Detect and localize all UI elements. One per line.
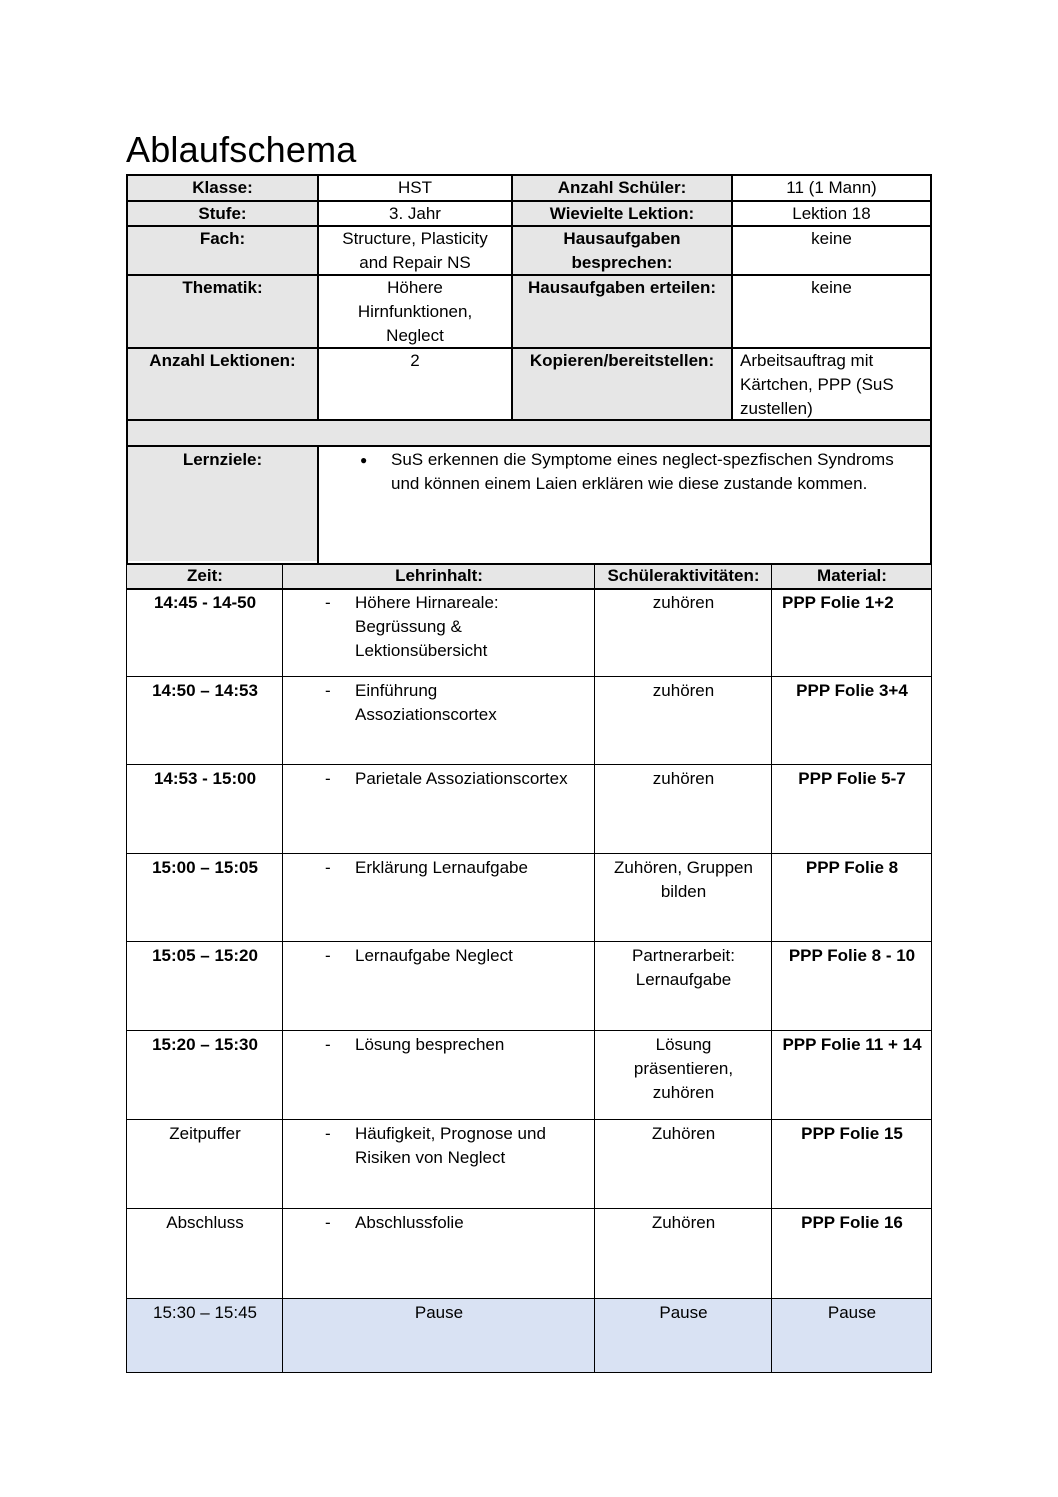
table-row-zeit: 14:50 – 14:53 [152,681,258,700]
table-row-zeit: 14:53 - 15:00 [153,769,257,788]
table-row-material: PPP Folie 8 [805,858,899,877]
table-row-material: PPP Folie 1+2 [782,593,894,612]
kopieren-label: Kopieren/bereitstellen: [529,351,715,370]
stufe-label: Stufe: [198,204,247,223]
pause-row-aktivitaet: Pause [659,1303,708,1322]
ha-erteilen-value: keine [811,278,852,297]
dash-marker: - [325,946,331,965]
col-lehrinhalt-header: Lehrinhalt: [395,566,483,585]
ha-besprechen-value: keine [811,229,852,248]
dash-marker: - [325,769,331,788]
thematik-value: Höhere Hirnfunktionen, Neglect [357,278,473,345]
ha-besprechen-label: Hausaufgaben besprechen: [563,229,681,272]
dash-marker: - [325,593,331,612]
table-row-inhalt: Erklärung Lernaufgabe [355,858,528,877]
table-row-material: PPP Folie 11 + 14 [782,1035,922,1054]
table-row-aktivitaet: zuhören [652,593,715,612]
col-zeit-header: Zeit: [187,566,223,585]
table-row-aktivitaet: Zuhören, Gruppen bilden [614,858,753,901]
stufe-value: 3. Jahr [389,204,441,223]
table-row-aktivitaet: Partnerarbeit: Lernaufgabe [632,946,735,989]
table-row-material: PPP Folie 15 [801,1124,903,1143]
dash-marker: - [325,1035,331,1054]
col-material-header: Material: [817,566,887,585]
table-row-inhalt: Einführung Assoziationscortex [355,681,497,724]
table-row-zeit: 15:00 – 15:05 [152,858,258,877]
bullet-icon: ● [360,453,368,467]
table-row-aktivitaet: zuhören [652,769,715,788]
page-title: Ablaufschema [126,129,357,170]
ha-erteilen-label: Hausaufgaben erteilen: [528,278,716,297]
table-row-material: PPP Folie 8 - 10 [788,946,916,965]
pause-row-zeit: 15:30 – 15:45 [153,1303,257,1322]
table-row-inhalt: Häufigkeit, Prognose und Risiken von Neglect [355,1124,546,1167]
klasse-value: HST [398,178,432,197]
klasse-label: Klasse: [192,178,253,197]
table-row-material: PPP Folie 5-7 [798,769,906,788]
table-row-aktivitaet: zuhören [652,681,715,700]
anzahl-schueler-label: Anzahl Schüler: [557,178,687,197]
fach-label: Fach: [199,229,246,248]
table-row-material: PPP Folie 16 [801,1213,903,1232]
col-aktivitaet-header: Schüleraktivitäten: [607,566,760,585]
table-row-zeit: Abschluss [166,1213,244,1232]
table-row-aktivitaet: Lösung präsentieren, zuhören [633,1035,734,1102]
dash-marker: - [325,681,331,700]
thematik-label: Thematik: [182,278,263,297]
lektionen-value: 2 [410,351,420,370]
table-row-zeit: Zeitpuffer [169,1124,241,1143]
table-row-inhalt: Höhere Hirnareale: Begrüssung & Lektionsübersicht [355,593,499,660]
wievielte-label: Wievielte Lektion: [549,204,695,223]
table-row-inhalt: Abschlussfolie [355,1213,464,1232]
lernziele-value: SuS erkennen die Symptome eines neglect-spezfischen Syndroms und können einem Laien erklären wie diese zustande kommen. [391,450,894,493]
dash-marker: - [325,858,331,877]
spacer-row [127,419,931,445]
fach-value: Structure, Plasticity and Repair NS [342,229,488,272]
table-row-inhalt: Lösung besprechen [355,1035,505,1054]
dash-marker: - [325,1213,331,1232]
dash-marker: - [325,1124,331,1143]
pause-row-material: Pause [827,1303,877,1322]
pause-row-inhalt: Pause [414,1303,464,1322]
table-row-aktivitaet: Zuhören [651,1213,716,1232]
table-row-material: PPP Folie 3+4 [796,681,908,700]
anzahl-schueler-value: 11 (1 Mann) [786,178,877,197]
lernziele-label: Lernziele: [182,450,263,469]
wievielte-value: Lektion 18 [792,204,871,223]
table-row-aktivitaet: Zuhören [651,1124,716,1143]
kopieren-value: Arbeitsauftrag mit Kärtchen, PPP (SuS zustellen) [740,351,894,418]
table-row-inhalt: Lernaufgabe Neglect [355,946,513,965]
table-row-zeit: 14:45 - 14-50 [153,593,257,612]
lektionen-label: Anzahl Lektionen: [149,351,296,370]
table-row-zeit: 15:20 – 15:30 [152,1035,258,1054]
table-row-zeit: 15:05 – 15:20 [152,946,258,965]
table-row-inhalt: Parietale Assoziationscortex [355,769,568,788]
